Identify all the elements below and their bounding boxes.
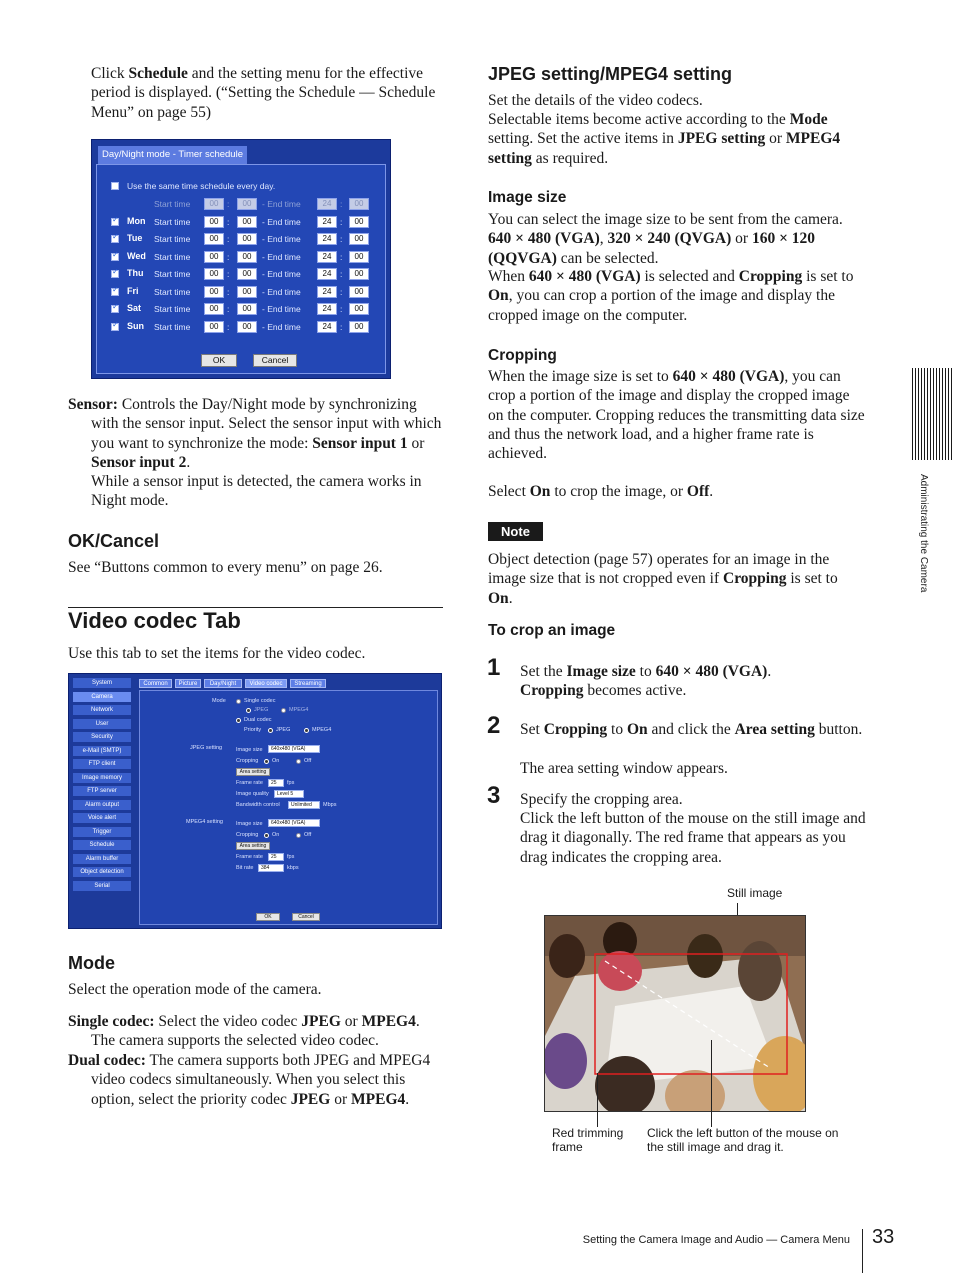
day-label: Sat bbox=[127, 303, 142, 313]
day-label: Wed bbox=[127, 250, 146, 261]
nav-item[interactable]: Serial bbox=[73, 881, 131, 891]
step-2-result: The area setting window appears. bbox=[520, 760, 728, 777]
nav-item[interactable]: FTP server bbox=[73, 786, 131, 796]
step-3-detail: Click the left button of the mouse on the still image and drag it diagonally. The red frame that appears as you drag indicates the cropping area. bbox=[520, 810, 866, 866]
nav-item[interactable]: Camera bbox=[73, 692, 131, 702]
same-time-checkbox[interactable] bbox=[111, 182, 119, 190]
nav-item[interactable]: e-Mail (SMTP) bbox=[73, 746, 131, 756]
video-codec-intro: Use this tab to set the items for the video codec. bbox=[68, 645, 366, 662]
day-checkbox[interactable] bbox=[111, 288, 119, 296]
start-time-label: Start time bbox=[154, 216, 191, 227]
cropping-heading: Cropping bbox=[488, 347, 557, 364]
red-frame-pointer bbox=[597, 1073, 598, 1127]
nav-item[interactable]: Alarm output bbox=[73, 800, 131, 810]
okcancel-heading: OK/Cancel bbox=[68, 531, 160, 551]
start-minute-field[interactable]: 00 bbox=[237, 286, 257, 298]
start-hour-field[interactable]: 00 bbox=[204, 233, 224, 245]
day-checkbox[interactable] bbox=[111, 323, 119, 331]
schedule-panel bbox=[96, 164, 386, 374]
image-size-p2: When 640 × 480 (VGA) is selected and Cropping is set to On, you can crop a portion of the image and display the cropped image on the computer. bbox=[488, 268, 854, 324]
end-minute-field[interactable]: 00 bbox=[349, 321, 369, 333]
jpeg-p2: Selectable items become active according to the Mode setting. Set the active items in JPEG setting or MPEG4 setting as required. bbox=[488, 111, 841, 167]
start-hour-field[interactable]: 00 bbox=[204, 268, 224, 280]
end-time-label: - End time bbox=[262, 286, 301, 297]
bit-rate-select[interactable]: 384 bbox=[258, 864, 284, 872]
mpeg4-image-size-select[interactable]: 640x480 (VGA) bbox=[268, 819, 320, 827]
classroom-photo bbox=[545, 916, 806, 1112]
start-hour-field[interactable]: 00 bbox=[204, 303, 224, 315]
note-badge: Note bbox=[488, 522, 543, 541]
start-time-label: Start time bbox=[154, 321, 191, 332]
jpeg-area-setting-button[interactable]: Area setting bbox=[236, 768, 270, 776]
jpeg-p1: Set the details of the video codecs. bbox=[488, 92, 703, 109]
end-time-label: - End time bbox=[262, 251, 301, 262]
start-minute-field[interactable]: 00 bbox=[237, 303, 257, 315]
jpeg-image-size-select[interactable]: 640x480 (VGA) bbox=[268, 745, 320, 753]
jpeg-crop-off-radio[interactable] bbox=[296, 759, 301, 764]
end-time-label: - End time bbox=[262, 304, 301, 314]
end-minute-field[interactable]: 00 bbox=[349, 286, 369, 298]
codec-panel: Mode Single codec JPEG MPEG4 Dual codec Priority JPEG MPEG4 JPEG setting Image size 640x480 (VGA) Cropping On Off Area setting Frame rate 25 fps Image quality Level 5 Bandwidth control Unlimited Mbps MPEG4 setting Image size 640x480 (VGA) Cropping On Off Area setting Frame rate 25 fps Bit rate 384 kbps OK Cancel bbox=[139, 690, 438, 925]
day-label: Fri bbox=[127, 285, 139, 296]
start-minute-field[interactable]: 00 bbox=[237, 268, 257, 280]
start-hour-field[interactable]: 00 bbox=[204, 286, 224, 298]
sensor-description: Sensor: Controls the Day/Night mode by synchronizing with the sensor input. Select the sensor input with which you want to synchronize the mode: Sensor input 1 or Sensor input 2. bbox=[68, 396, 442, 471]
schedule-row: Start time 00 : 00 - End time 24 : 00 bbox=[97, 197, 382, 213]
start-minute-field[interactable]: 00 bbox=[237, 251, 257, 263]
codec-ok-button[interactable]: OK bbox=[256, 913, 280, 921]
end-time-label: - End time bbox=[262, 234, 301, 244]
end-minute-field[interactable]: 00 bbox=[349, 251, 369, 263]
day-checkbox[interactable] bbox=[111, 270, 119, 278]
video-codec-heading: Video codec Tab bbox=[68, 608, 241, 633]
end-hour-field[interactable]: 24 bbox=[317, 321, 337, 333]
cropping-p2: Select On to crop the image, or Off. bbox=[488, 483, 714, 500]
jpeg-crop-on-radio[interactable] bbox=[264, 759, 269, 764]
image-size-p1: You can select the image size to be sent from the camera. 640 × 480 (VGA), 320 × 240 (QVGA) or 160 × 120 (QQVGA) can be selected. bbox=[488, 211, 843, 267]
start-hour-field[interactable]: 00 bbox=[204, 321, 224, 333]
still-image-photo bbox=[544, 915, 806, 1112]
end-minute-field[interactable]: 00 bbox=[349, 198, 369, 210]
schedule-row: ✓ Fri Start time 00 : 00 - End time 24 : 00 bbox=[97, 285, 382, 301]
nav-item[interactable]: Network bbox=[73, 705, 131, 715]
dual-codec-description: Dual codec: The camera supports both JPEG and MPEG4 video codecs simultaneously. When you select this option, select the priority codec JPEG or MPEG4. bbox=[68, 1052, 431, 1108]
drag-pointer bbox=[711, 1040, 712, 1127]
codec-cancel-button[interactable]: Cancel bbox=[292, 913, 320, 921]
start-minute-field[interactable]: 00 bbox=[237, 216, 257, 228]
schedule-row: ✓ Mon Start time 00 : 00 - End time 24 : 00 bbox=[97, 215, 382, 231]
day-label: Sun bbox=[127, 320, 144, 331]
nav-item[interactable]: Trigger bbox=[73, 827, 131, 837]
schedule-row: ✓ Thu Start time 00 : 00 - End time 24 : 00 bbox=[97, 267, 382, 283]
jpeg-frame-rate-select[interactable]: 25 bbox=[268, 779, 284, 787]
same-time-row: Use the same time schedule every day. bbox=[97, 179, 377, 195]
schedule-row: ✓ Sat Start time 00 : 00 - End time 24 : 00 bbox=[97, 302, 382, 318]
end-hour-field[interactable]: 24 bbox=[317, 198, 337, 210]
mpeg4-radio[interactable] bbox=[281, 708, 286, 713]
step-3-number: 3 bbox=[487, 782, 501, 809]
nav-item[interactable]: User bbox=[73, 719, 131, 729]
nav-item[interactable]: FTP client bbox=[73, 759, 131, 769]
bandwidth-select[interactable]: Unlimited bbox=[288, 801, 320, 809]
end-time-label: - End time bbox=[262, 199, 301, 209]
image-size-heading: Image size bbox=[488, 189, 567, 206]
note-body: Object detection (page 57) operates for an image in the image size that is not cropped even if Cropping is set to On. bbox=[488, 551, 838, 607]
mpeg4-frame-rate-select[interactable]: 25 bbox=[268, 853, 284, 861]
step-1-text: Set the Image size to 640 × 480 (VGA). Cropping becomes active. bbox=[520, 663, 772, 700]
start-time-label: Start time bbox=[154, 269, 191, 279]
drag-label: Click the left button of the mouse on the still image and drag it. bbox=[647, 1126, 839, 1154]
page-number: 33 bbox=[872, 1226, 895, 1248]
mpeg4-area-setting-button[interactable]: Area setting bbox=[236, 842, 270, 850]
codec-tab[interactable]: Streaming bbox=[290, 679, 326, 688]
priority-mpeg4-radio[interactable] bbox=[304, 728, 309, 733]
nav-item[interactable]: System bbox=[73, 678, 131, 688]
nav-item[interactable]: Security bbox=[73, 732, 131, 742]
cropping-p1: When the image size is set to 640 × 480 (VGA), you can crop a portion of the image and display the cropped image on the computer. Cropping reduces the transmitting data size and thus the network load, and a higher frame rate is achieved. bbox=[488, 368, 865, 463]
side-tab-label: Administrating the Camera bbox=[918, 474, 929, 593]
mode-heading: Mode bbox=[68, 953, 115, 973]
end-minute-field[interactable]: 00 bbox=[349, 268, 369, 280]
end-minute-field[interactable]: 00 bbox=[349, 303, 369, 315]
nav-item[interactable]: Voice alert bbox=[73, 813, 131, 823]
start-minute-field[interactable]: 00 bbox=[237, 233, 257, 245]
step-2-text: Set Cropping to On and click the Area setting button. bbox=[520, 721, 863, 738]
jpeg-radio[interactable] bbox=[246, 708, 251, 713]
end-time-label: - End time bbox=[262, 321, 301, 332]
codec-tab[interactable]: Video codec bbox=[245, 679, 287, 688]
end-hour-field[interactable]: 24 bbox=[317, 251, 337, 263]
video-codec-screenshot bbox=[68, 673, 442, 929]
codec-tab[interactable]: Day/Night bbox=[204, 679, 242, 688]
start-hour-field[interactable]: 00 bbox=[204, 216, 224, 228]
codec-tab[interactable]: Common bbox=[139, 679, 172, 688]
day-label: Mon bbox=[127, 215, 146, 226]
footer-text: Setting the Camera Image and Audio — Camera Menu bbox=[582, 1234, 850, 1246]
cancel-button[interactable]: Cancel bbox=[253, 354, 297, 367]
day-checkbox[interactable] bbox=[111, 305, 119, 313]
start-minute-field[interactable]: 00 bbox=[237, 321, 257, 333]
schedule-row: ✓ Sun Start time 00 : 00 - End time 24 : 00 bbox=[97, 320, 382, 336]
end-hour-field[interactable]: 24 bbox=[317, 303, 337, 315]
end-hour-field[interactable]: 24 bbox=[317, 233, 337, 245]
ok-button[interactable]: OK bbox=[201, 354, 237, 367]
nav-item[interactable]: Alarm buffer bbox=[73, 854, 131, 864]
mpeg4-crop-on-radio[interactable] bbox=[264, 833, 269, 838]
start-hour-field[interactable]: 00 bbox=[204, 198, 224, 210]
day-label: Tue bbox=[127, 233, 143, 243]
priority-jpeg-radio[interactable] bbox=[268, 728, 273, 733]
start-time-label: Start time bbox=[154, 251, 191, 262]
still-image-label: Still image bbox=[727, 886, 783, 900]
day-checkbox[interactable] bbox=[111, 253, 119, 261]
red-frame-label: Red trimming frame bbox=[552, 1126, 624, 1154]
mpeg4-crop-off-radio[interactable] bbox=[296, 833, 301, 838]
day-checkbox[interactable] bbox=[111, 218, 119, 226]
image-quality-select[interactable]: Level 5 bbox=[274, 790, 304, 798]
end-minute-field[interactable]: 00 bbox=[349, 216, 369, 228]
schedule-intro: Click Schedule and the setting menu for the effective period is displayed. (“Setting the Schedule — Schedule Menu” on page 55) bbox=[91, 65, 436, 121]
start-minute-field[interactable]: 00 bbox=[237, 198, 257, 210]
step-3-text: Specify the cropping area. bbox=[520, 791, 683, 808]
mode-body: Select the operation mode of the camera. bbox=[68, 981, 322, 998]
nav-item[interactable]: Object detection bbox=[73, 867, 131, 877]
start-hour-field[interactable]: 00 bbox=[204, 251, 224, 263]
okcancel-body: See “Buttons common to every menu” on page 26. bbox=[68, 559, 383, 576]
schedule-row: ✓ Tue Start time 00 : 00 - End time 24 : 00 bbox=[97, 232, 382, 248]
codec-tab[interactable]: Picture bbox=[175, 679, 201, 688]
day-label: Thu bbox=[127, 268, 144, 278]
end-hour-field[interactable]: 24 bbox=[317, 268, 337, 280]
day-checkbox[interactable] bbox=[111, 235, 119, 243]
dual-codec-radio[interactable] bbox=[236, 718, 241, 723]
end-minute-field[interactable]: 00 bbox=[349, 233, 369, 245]
step-1-number: 1 bbox=[487, 654, 501, 681]
jpeg-mpeg4-heading: JPEG setting/MPEG4 setting bbox=[488, 64, 733, 84]
nav-item[interactable]: Image memory bbox=[73, 773, 131, 783]
sensor-night-note: While a sensor input is detected, the camera works in Night mode. bbox=[91, 473, 422, 510]
end-time-label: - End time bbox=[262, 269, 301, 279]
footer-rule bbox=[862, 1229, 863, 1273]
crop-steps-heading: To crop an image bbox=[488, 622, 616, 639]
side-tab-stripes bbox=[912, 368, 954, 460]
end-hour-field[interactable]: 24 bbox=[317, 286, 337, 298]
start-time-label: Start time bbox=[154, 304, 191, 314]
end-hour-field[interactable]: 24 bbox=[317, 216, 337, 228]
schedule-row: ✓ Wed Start time 00 : 00 - End time 24 : 00 bbox=[97, 250, 382, 266]
start-time-label: Start time bbox=[154, 234, 191, 244]
nav-item[interactable]: Schedule bbox=[73, 840, 131, 850]
single-codec-description: Single codec: Select the video codec JPEG or MPEG4. The camera supports the selected video codec. bbox=[68, 1013, 420, 1050]
start-time-label: Start time bbox=[154, 286, 191, 297]
schedule-tab: Day/Night mode - Timer schedule bbox=[98, 146, 247, 164]
step-2-number: 2 bbox=[487, 712, 501, 739]
single-codec-radio[interactable] bbox=[236, 699, 241, 704]
schedule-screenshot bbox=[91, 139, 391, 379]
end-time-label: - End time bbox=[262, 216, 301, 227]
start-time-label: Start time bbox=[154, 199, 191, 209]
